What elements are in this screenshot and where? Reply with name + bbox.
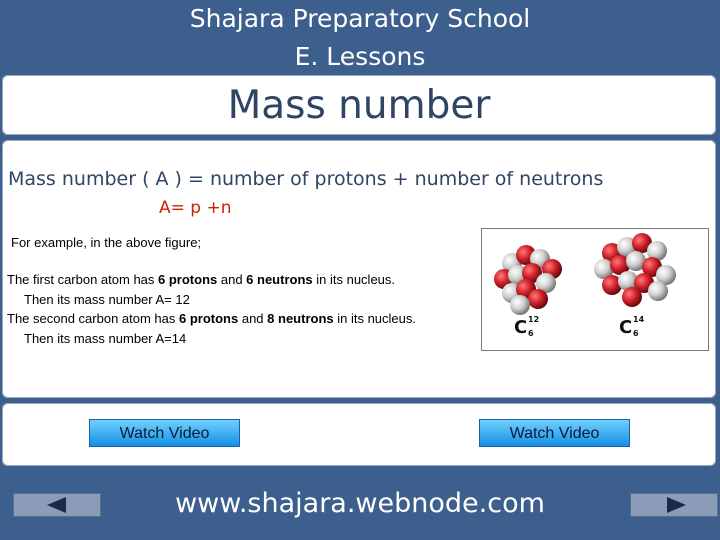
formula-text: Mass number ( A ) = number of protons + number of neutrons xyxy=(8,168,604,190)
formula-short: A= p +n xyxy=(159,198,232,218)
carbon-14-nucleus xyxy=(594,233,676,307)
next-slide-button[interactable] xyxy=(630,493,718,517)
carbon-12-nucleus xyxy=(494,245,562,315)
section-name: E. Lessons xyxy=(294,42,426,71)
watch-video-button-2[interactable]: Watch Video xyxy=(479,419,630,447)
explanation-line-1: The first carbon atom has 6 protons and 6 neutrons in its nucleus. xyxy=(7,272,396,287)
explanation-line-3: The second carbon atom has 6 protons and 8 neutrons in its nucleus. xyxy=(7,311,416,326)
carbon-14-label: C 14 6 xyxy=(619,315,645,338)
content-panel xyxy=(2,140,716,398)
carbon-isotopes-figure xyxy=(481,228,709,351)
video-panel xyxy=(2,403,716,466)
triangle-right-icon xyxy=(631,494,717,516)
explanation-line-2: Then its mass number A= 12 xyxy=(24,291,190,307)
example-intro: For example, in the above figure; xyxy=(11,235,202,250)
website-url[interactable]: www.shajara.webnode.com xyxy=(175,488,545,519)
watch-video-button-1[interactable]: Watch Video xyxy=(89,419,240,447)
carbon-12-label: C 12 6 xyxy=(514,315,540,338)
page-title: Mass number xyxy=(227,83,491,128)
page-header xyxy=(0,0,720,74)
school-name: Shajara Preparatory School xyxy=(189,4,531,33)
title-panel xyxy=(2,75,716,135)
explanation-paragraph xyxy=(7,270,416,348)
explanation-line-4: Then its mass number A=14 xyxy=(24,330,187,346)
